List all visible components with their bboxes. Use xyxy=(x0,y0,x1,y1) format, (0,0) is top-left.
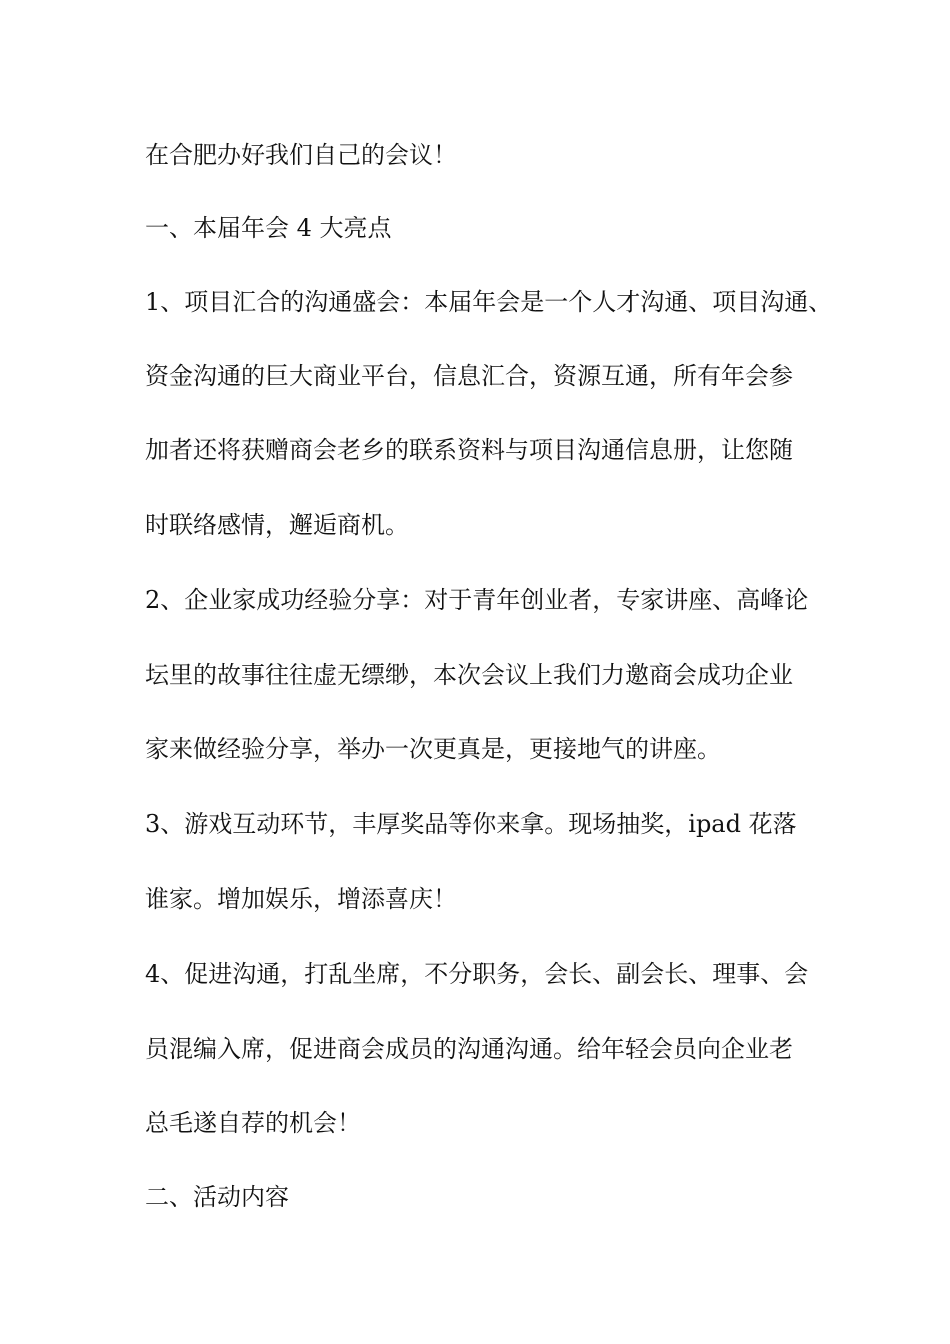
body-text-line: 3、游戏互动环节，丰厚奖品等你来拿。现场抽奖，ipad 花落 xyxy=(145,810,797,838)
body-text-line: 资金沟通的巨大商业平台，信息汇合，资源互通，所有年会参 xyxy=(145,362,793,390)
body-text-line: 家来做经验分享，举办一次更真是，更接地气的讲座。 xyxy=(145,735,721,763)
body-text-line: 坛里的故事往往虚无缥缈，本次会议上我们力邀商会成功企业 xyxy=(145,661,793,689)
body-text-line: 4、促进沟通，打乱坐席，不分职务，会长、副会长、理事、会 xyxy=(145,960,809,988)
body-text-line: 员混编入席，促进商会成员的沟通沟通。给年轻会员向企业老 xyxy=(145,1035,793,1063)
body-text-line: 加者还将获赠商会老乡的联系资料与项目沟通信息册，让您随 xyxy=(145,436,793,464)
section-heading: 一、本届年会 4 大亮点 xyxy=(145,214,392,242)
body-text-line: 总毛遂自荐的机会！ xyxy=(145,1109,361,1137)
body-text-line: 谁家。增加娱乐，增添喜庆！ xyxy=(145,885,457,913)
body-text-line: 时联络感情，邂逅商机。 xyxy=(145,511,409,539)
body-text-line: 2、企业家成功经验分享：对于青年创业者，专家讲座、高峰论 xyxy=(145,586,809,614)
section-heading: 二、活动内容 xyxy=(145,1183,289,1211)
body-text-line: 在合肥办好我们自己的会议！ xyxy=(145,141,457,169)
body-text-line: 1、项目汇合的沟通盛会：本届年会是一个人才沟通、项目沟通、 xyxy=(145,288,833,316)
